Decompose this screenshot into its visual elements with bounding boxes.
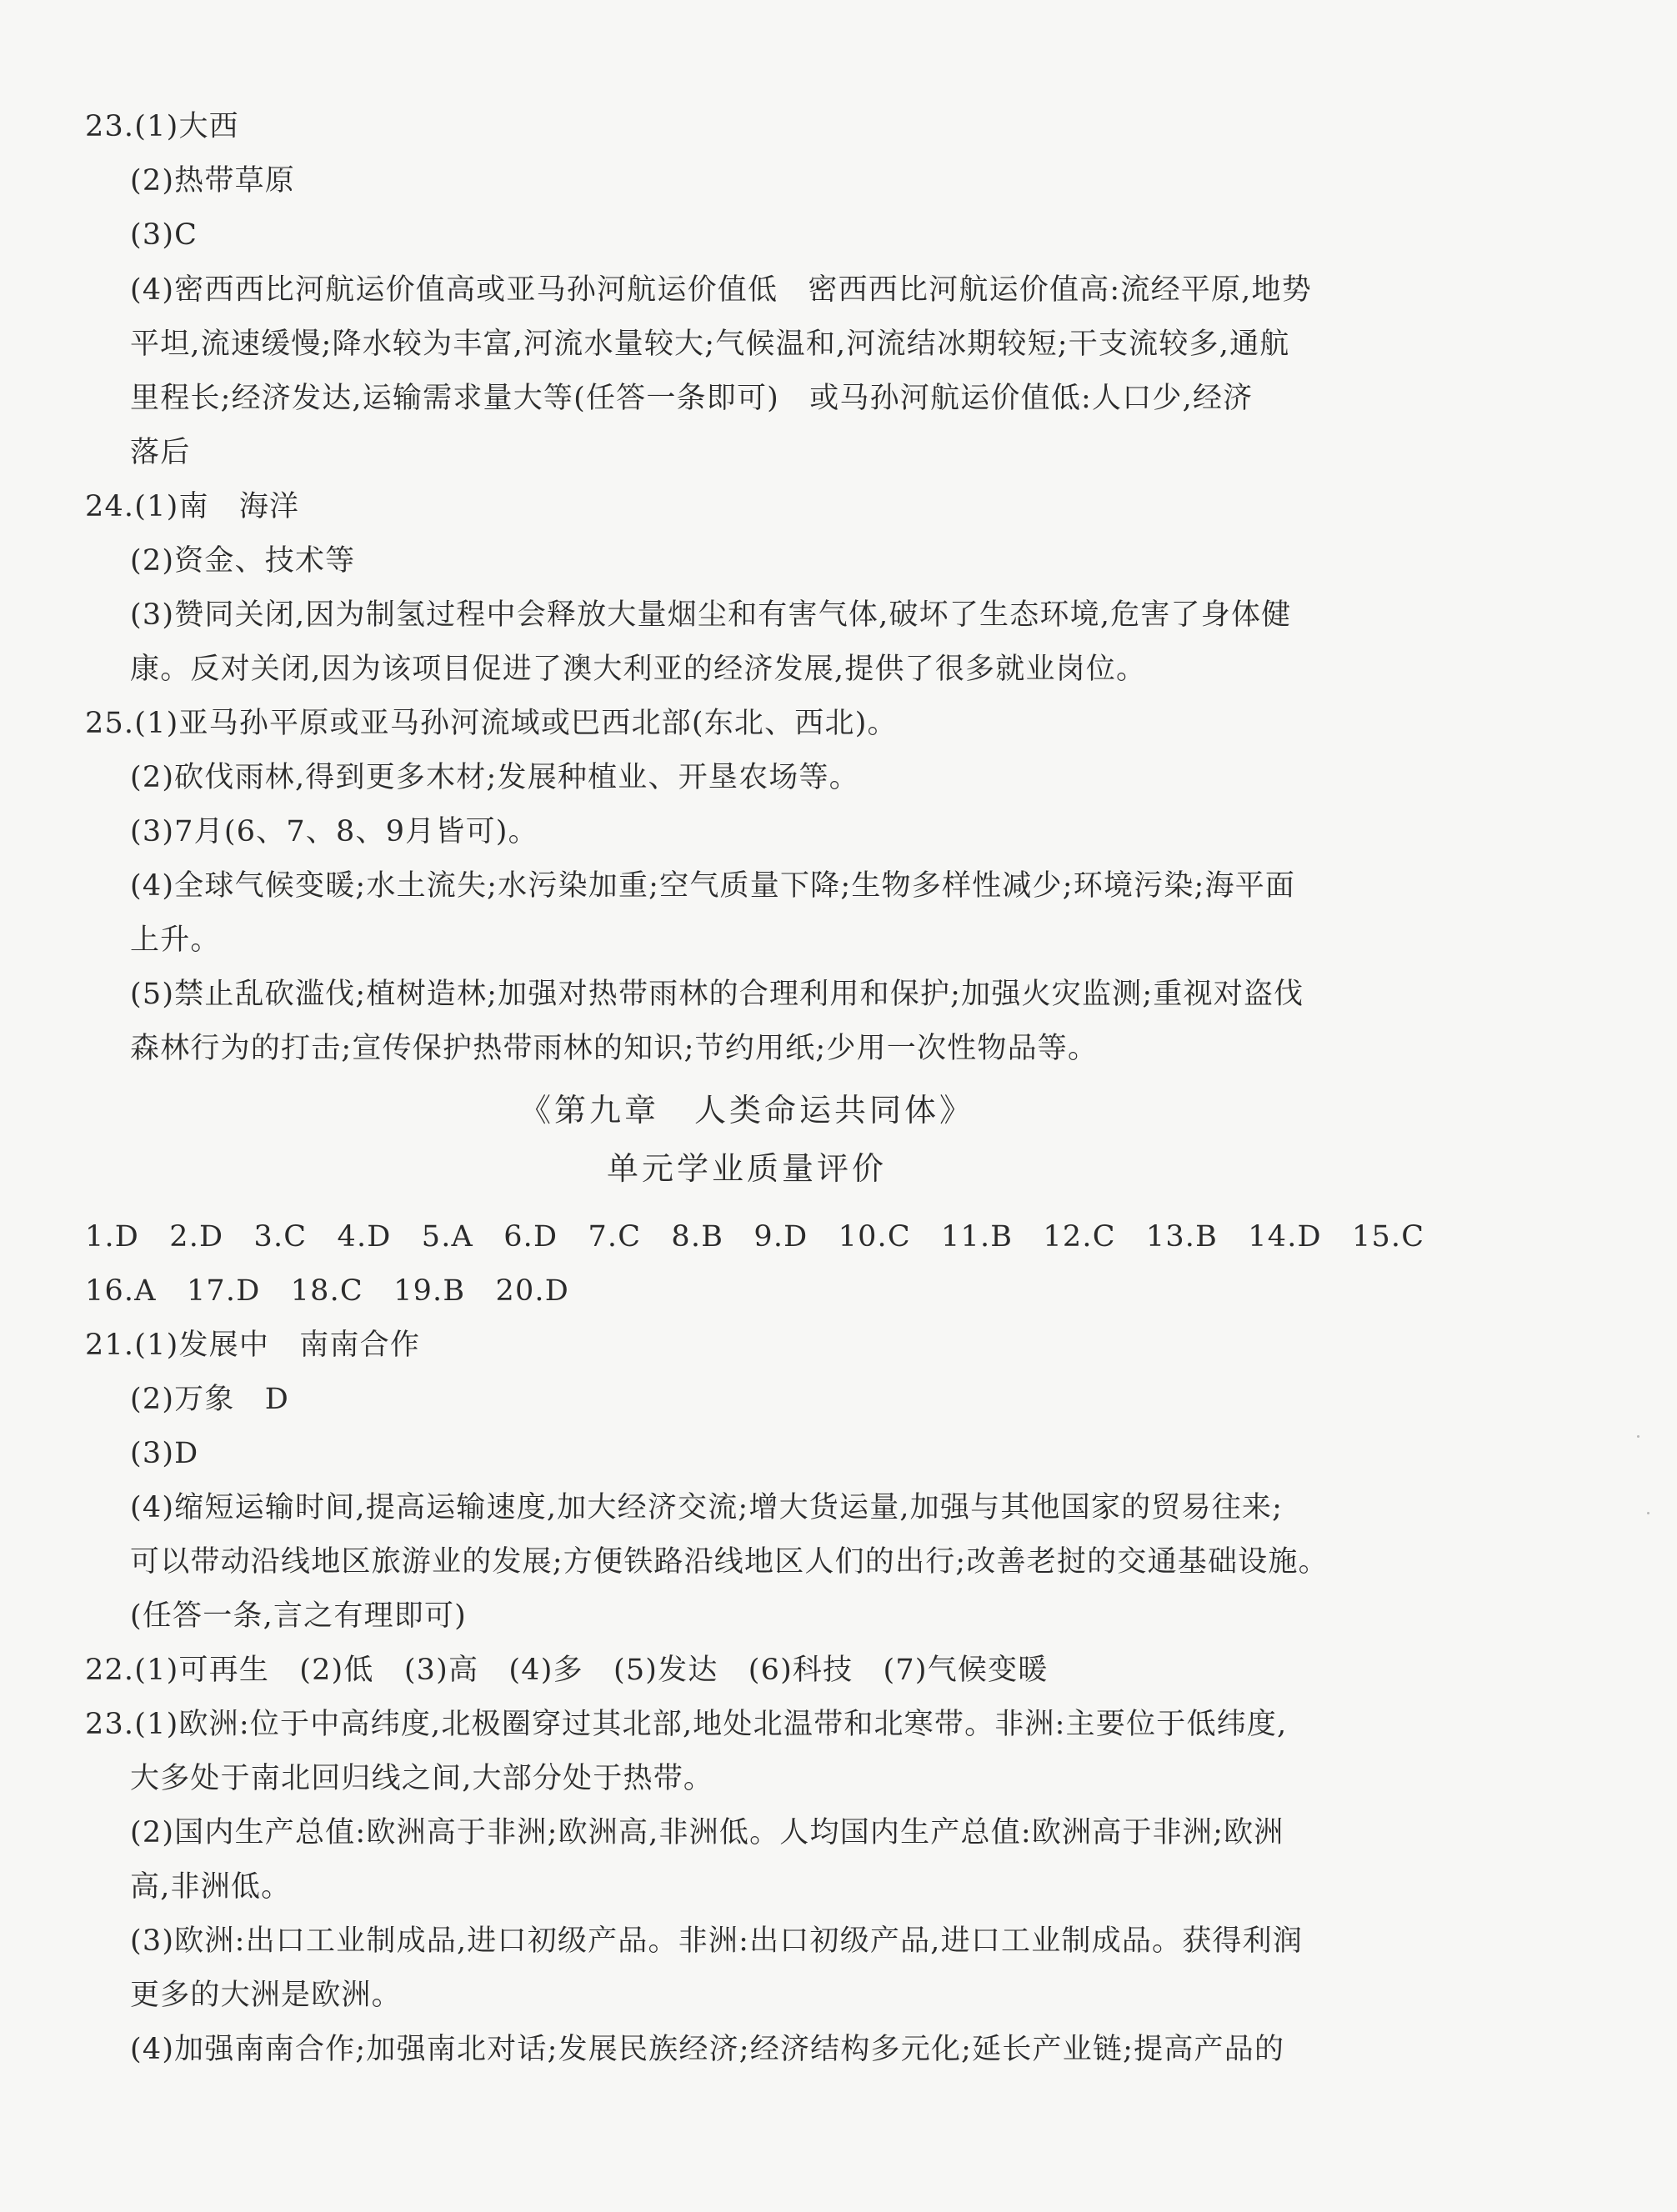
question-23-part-1: 23.(1)欧洲:位于中高纬度,北极圈穿过其北部,地处北温带和北寒带。非洲:主要位于低纬度, bbox=[85, 1708, 1288, 1741]
paper-speck bbox=[1637, 1435, 1639, 1438]
question-23-part-4: (4)密西西比河航运价值高或亚马孙河航运价值低 密西西比河航运价值高:流经平原,地势 bbox=[130, 273, 1312, 307]
question-25-part-3: (3)7月(6、7、8、9月皆可)。 bbox=[130, 815, 538, 848]
answer-continuation: 高,非洲低。 bbox=[130, 1870, 292, 1904]
paper-speck bbox=[1647, 1512, 1649, 1514]
question-21-part-4: (4)缩短运输时间,提高运输速度,加大经济交流;增大货运量,加强与其他国家的贸易往来; bbox=[130, 1491, 1284, 1524]
answer-continuation: 落后 bbox=[130, 436, 191, 469]
answer-continuation: 更多的大洲是欧洲。 bbox=[130, 1979, 402, 2012]
question-21-part-3: (3)D bbox=[130, 1437, 199, 1470]
question-23-part-2: (2)国内生产总值:欧洲高于非洲;欧洲高,非洲低。人均国内生产总值:欧洲高于非洲;欧洲 bbox=[130, 1816, 1284, 1849]
question-23-part-3: (3)欧洲:出口工业制成品,进口初级产品。非洲:出口初级产品,进口工业制成品。获得利润 bbox=[130, 1924, 1304, 1958]
question-21-part-1: 21.(1)发展中 南南合作 bbox=[85, 1329, 421, 1362]
answer-continuation: 森林行为的打击;宣传保护热带雨林的知识;节约用纸;少用一次性物品等。 bbox=[130, 1032, 1099, 1065]
question-21-part-2: (2)万象 D bbox=[130, 1383, 290, 1416]
answer-continuation: 平坦,流速缓慢;降水较为丰富,河流水量较大;气候温和,河流结冰期较短;干支流较多,通航 bbox=[130, 328, 1290, 361]
chapter-title: 《第九章 人类命运共同体》 bbox=[518, 1092, 974, 1129]
question-25-part-1: 25.(1)亚马孙平原或亚马孙河流域或巴西北部(东北、西北)。 bbox=[85, 707, 898, 740]
question-24-part-2: (2)资金、技术等 bbox=[130, 544, 356, 578]
question-23-part-2: (2)热带草原 bbox=[130, 164, 295, 198]
question-23-part-1: 23.(1)大西 bbox=[85, 110, 239, 143]
question-24-part-1: 24.(1)南 海洋 bbox=[85, 490, 300, 523]
question-23-part-4: (4)加强南南合作;加强南北对话;发展民族经济;经济结构多元化;延长产业链;提高产品的 bbox=[130, 2033, 1285, 2066]
unit-title: 单元学业质量评价 bbox=[606, 1150, 887, 1187]
answer-continuation: 里程长;经济发达,运输需求量大等(任答一条即可) 或马孙河航运价值低:人口少,经济 bbox=[130, 382, 1254, 415]
answer-continuation: (任答一条,言之有理即可) bbox=[130, 1599, 468, 1633]
question-25-part-5: (5)禁止乱砍滥伐;植树造林;加强对热带雨林的合理利用和保护;加强火灾监测;重视对盗伐 bbox=[130, 978, 1304, 1011]
question-23-part-3: (3)C bbox=[130, 218, 198, 252]
question-22: 22.(1)可再生 (2)低 (3)高 (4)多 (5)发达 (6)科技 (7)气候变暖 bbox=[85, 1654, 1049, 1687]
answer-continuation: 可以带动沿线地区旅游业的发展;方便铁路沿线地区人们的出行;改善老挝的交通基础设施。 bbox=[130, 1545, 1329, 1579]
question-25-part-4: (4)全球气候变暖;水土流失;水污染加重;空气质量下降;生物多样性减少;环境污染;海平面 bbox=[130, 869, 1296, 903]
answer-continuation: 上升。 bbox=[130, 923, 221, 957]
choice-answers-row-1: 1.D 2.D 3.C 4.D 5.A 6.D 7.C 8.B 9.D 10.C 11.B 12.C 13.B 14.D 15.C bbox=[85, 1220, 1425, 1254]
answer-continuation: 大多处于南北回归线之间,大部分处于热带。 bbox=[130, 1762, 714, 1795]
question-24-part-3: (3)赞同关闭,因为制氢过程中会释放大量烟尘和有害气体,破坏了生态环境,危害了身体健 bbox=[130, 598, 1292, 632]
question-25-part-2: (2)砍伐雨林,得到更多木材;发展种植业、开垦农场等。 bbox=[130, 761, 859, 794]
answer-continuation: 康。反对关闭,因为该项目促进了澳大利亚的经济发展,提供了很多就业岗位。 bbox=[130, 653, 1147, 686]
choice-answers-row-2: 16.A 17.D 18.C 19.B 20.D bbox=[85, 1274, 570, 1308]
